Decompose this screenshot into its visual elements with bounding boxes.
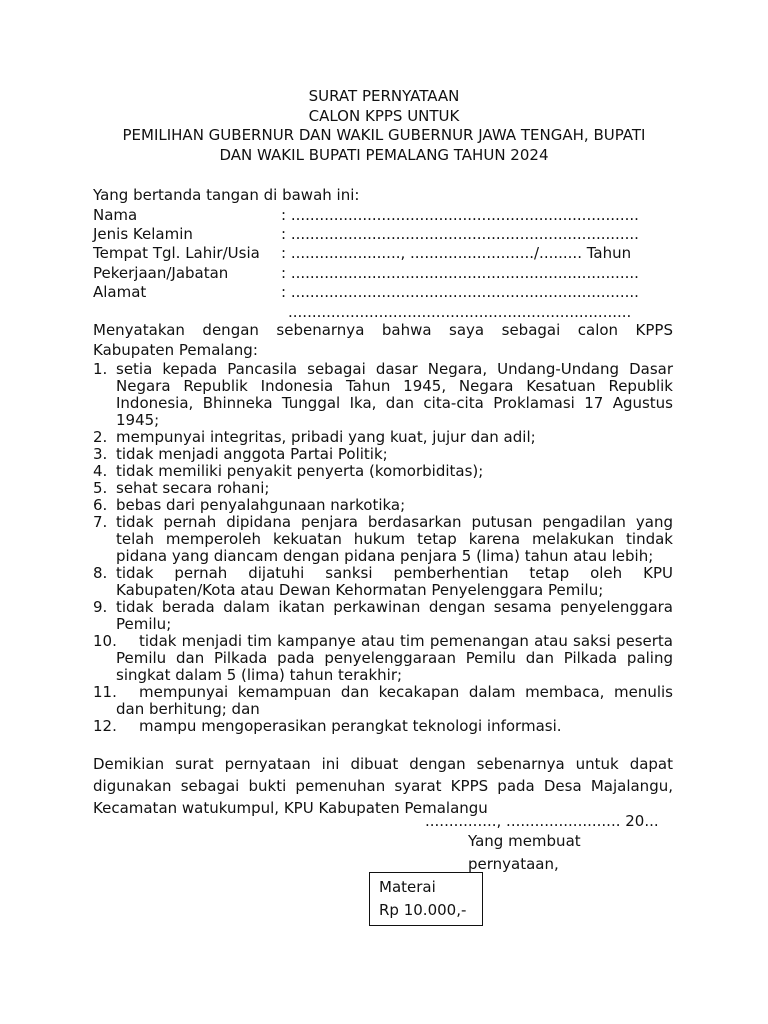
list-item [93, 361, 673, 429]
item-text: sehat secara rohani; [116, 479, 270, 497]
list-item [93, 599, 673, 633]
item-number: 12. [93, 717, 117, 735]
item-number: 5. [93, 479, 108, 497]
field-tempat-tgl-lahir [93, 243, 631, 263]
field-label: Jenis Kelamin [93, 225, 193, 243]
closing-line-3: Kecamatan watukumpul, KPU Kabupaten Pemalangu [93, 799, 488, 817]
list-item [93, 718, 673, 735]
item-number: 3. [93, 445, 108, 463]
list-item [93, 497, 673, 514]
item-text: mampu mengoperasikan perangkat teknologi informasi. [139, 717, 562, 735]
list-item [93, 514, 673, 565]
item-text: tidak berada dalam ikatan perkawinan dengan sesama penyelenggara Pemilu; [116, 598, 673, 633]
signatory-caption [468, 830, 581, 876]
item-number: 8. [93, 564, 108, 582]
document-title [0, 87, 768, 165]
item-text: tidak menjadi tim kampanye atau tim pemenangan atau saksi peserta Pemilu dan Pilkada pada penyelenggaraan Pemilu dan Pilkada paling singkat dalam 5 (lima) tahun terakhir; [116, 632, 673, 684]
item-number: 7. [93, 513, 108, 531]
list-item [93, 633, 673, 684]
item-text: tidak memiliki penyakit penyerta (komorbiditas); [116, 462, 484, 480]
requirements-list [93, 361, 673, 735]
field-pekerjaan [93, 263, 639, 283]
title-line-4: DAN WAKIL BUPATI PEMALANG TAHUN 2024 [219, 145, 549, 164]
item-number: 6. [93, 496, 108, 514]
item-number: 9. [93, 598, 108, 616]
item-number: 1. [93, 360, 108, 378]
item-number: 2. [93, 428, 108, 446]
item-text: tidak pernah dijatuhi sanksi pemberhentian tetap oleh KPU Kabupaten/Kota atau Dewan Kehormatan Penyelenggara Pemilu; [116, 564, 673, 599]
stamp-duty-box [369, 872, 483, 926]
title-line-1: SURAT PERNYATAAN [308, 87, 460, 105]
item-text: setia kepada Pancasila sebagai dasar Negara, Undang-Undang Dasar Negara Republik Indonesia Tahun 1945, Negara Kesatuan Republik Indonesia, Bhinneka Tunggal Ika, dan cita-cita Proklamasi 17 Agustus 1945; [116, 360, 673, 429]
item-text: tidak menjadi anggota Partai Politik; [116, 445, 388, 463]
statement-line-2: Kabupaten Pemalang: [93, 340, 258, 359]
stamp-label: Materai [379, 878, 436, 896]
field-value: : ......................., ........................../......... Tahun [281, 244, 632, 262]
field-value: : ......................................................................... [281, 225, 639, 243]
item-number: 11. [93, 683, 117, 701]
title-line-2: CALON KPPS UNTUK [308, 106, 460, 125]
field-alamat [93, 282, 639, 302]
list-item [93, 684, 673, 718]
statement-text [93, 321, 673, 360]
address-continuation: ........................................................................ [288, 303, 632, 321]
date-place-line: ..............., ........................ 20... [425, 812, 659, 830]
closing-line-1: Demikian surat pernyataan ini dibuat dengan sebenarnya untuk dapat [93, 755, 673, 773]
field-label: Alamat [93, 283, 147, 301]
signatory-line-2: pernyataan, [468, 855, 559, 873]
field-value: : ......................................................................... [281, 283, 639, 301]
signatory-line-1: Yang membuat [468, 832, 581, 850]
item-text: tidak pernah dipidana penjara berdasarkan putusan pengadilan yang telah memperoleh kekuatan hukum tetap karena melakukan tindak pidana yang diancam dengan pidana penjara 5 (lima) tahun atau lebih; [116, 513, 673, 565]
list-item [93, 446, 673, 463]
field-nama [93, 205, 639, 225]
item-text: bebas dari penyalahgunaan narkotika; [116, 496, 406, 514]
field-jenis-kelamin [93, 224, 639, 244]
title-line-3: PEMILIHAN GUBERNUR DAN WAKIL GUBERNUR JAWA TENGAH, BUPATI [122, 126, 646, 144]
intro-text: Yang bertanda tangan di bawah ini: [93, 186, 360, 204]
item-text: mempunyai kemampuan dan kecakapan dalam membaca, menulis dan berhitung; dan [116, 683, 673, 718]
item-number: 4. [93, 462, 108, 480]
list-item [93, 429, 673, 446]
closing-line-2: digunakan sebagai bukti pemenuhan syarat KPPS pada Desa Majalangu, [93, 777, 673, 795]
field-label: Pekerjaan/Jabatan [93, 264, 229, 282]
field-label: Nama [93, 206, 138, 224]
stamp-amount: Rp 10.000,- [379, 901, 467, 919]
statement-line-1: Menyatakan dengan sebenarnya bahwa saya sebagai calon KPPS [93, 321, 673, 339]
field-label: Tempat Tgl. Lahir/Usia [93, 244, 260, 262]
item-number: 10. [93, 632, 117, 650]
list-item [93, 463, 673, 480]
list-item [93, 480, 673, 497]
item-text: mempunyai integritas, pribadi yang kuat, jujur dan adil; [116, 428, 536, 446]
list-item [93, 565, 673, 599]
field-value: : ......................................................................... [281, 264, 639, 282]
closing-paragraph [93, 753, 673, 819]
field-value: : ......................................................................... [281, 206, 639, 224]
